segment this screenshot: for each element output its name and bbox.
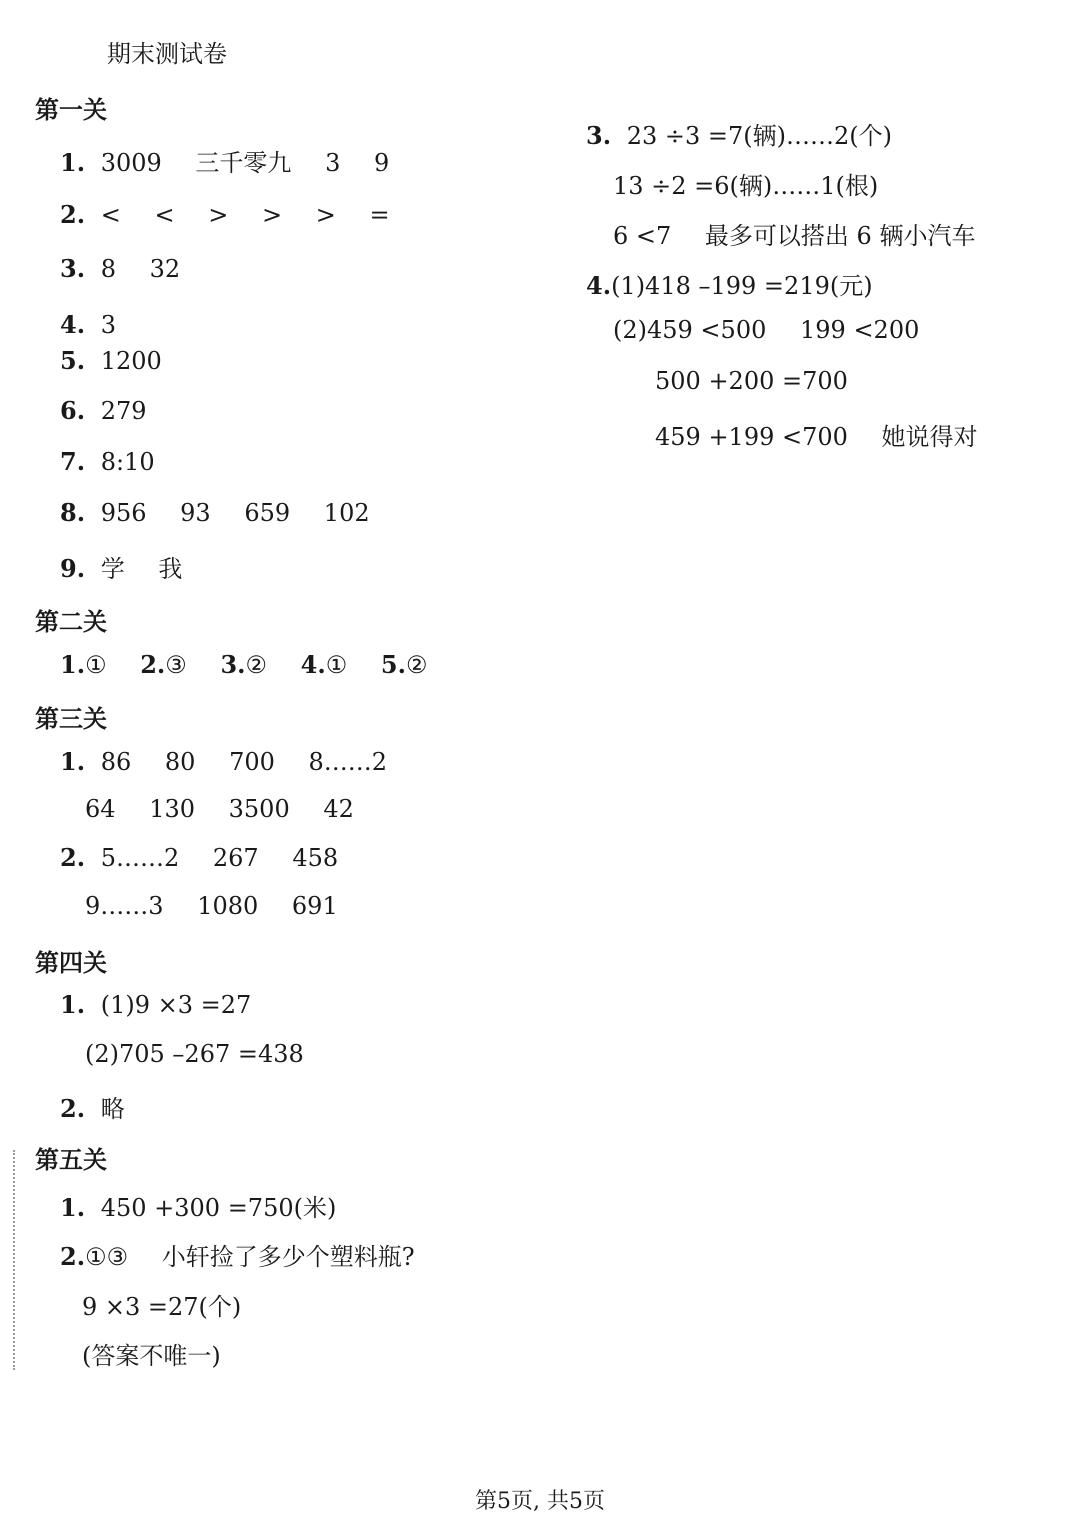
answer: 9……3 [85,892,164,920]
answer: 691 [291,892,338,920]
answer: = [369,201,390,229]
question-number: 1. [60,1193,86,1222]
section-heading-4: 第四关 [35,949,107,977]
r-q4-line4 [655,417,978,452]
answer: ② [245,651,268,679]
answer: 3009 [100,149,162,177]
answer: 659 [244,499,291,527]
r-q4-line3: 500 +200 =700 [655,367,848,395]
question-number: 2. [60,1242,86,1271]
s1-q6 [60,396,147,425]
section-heading-1: 第一关 [35,96,107,124]
answer: ③ [165,651,187,679]
answer: 86 [100,748,132,776]
answer: 我 [158,555,183,583]
r-q3-line2: 13 ÷2 =6(辆)……1(根) [613,172,879,200]
question-number: 2. [60,1094,86,1123]
answer: 8……2 [308,748,388,776]
answer: ① [325,651,348,679]
answer: 32 [149,255,181,283]
question-number: 2. [140,650,166,679]
s1-q3 [60,254,180,283]
answer: < [154,201,175,229]
answer: 102 [323,499,370,527]
answer: 279 [100,397,147,425]
answer: 130 [149,795,195,823]
answer: 1200 [100,347,162,375]
s3-q1-row2 [85,795,354,823]
answer: 199 <200 [800,316,920,344]
answer: 80 [164,748,196,776]
question-number: 1. [60,650,86,679]
answer: (1)9 ×3 =27 [100,991,252,1019]
answer: 700 [229,748,275,776]
r-q3-line1 [586,116,892,151]
s5-q2-line2: 9 ×3 =27(个) [82,1293,242,1321]
r-q3-line3 [613,216,975,251]
s1-q2 [60,200,390,229]
section-heading-2: 第二关 [35,608,107,636]
answer: 小轩捡了多少个塑料瓶? [161,1243,415,1271]
answer: 450 +300 =750(米) [100,1194,337,1222]
question-number: 4. [300,650,326,679]
s5-q1 [60,1188,336,1223]
answer: 267 [212,844,259,872]
answer: 她说得对 [881,423,978,451]
question-number: 3. [586,121,612,150]
question-number: 2. [60,200,86,229]
s1-q1 [60,143,389,178]
answer: 三千零九 [195,149,292,177]
question-number: 4. [60,310,86,339]
answer: 3 [100,311,116,339]
answer: ① [85,651,107,679]
answer: 1080 [197,892,259,920]
answer: 23 ÷3 =7(辆)……2(个) [626,122,892,150]
answer: > [315,201,336,229]
s5-q2-line3: (答案不唯一) [82,1342,221,1370]
answer: 459 +199 <700 [655,423,848,451]
s4-q1-line2: (2)705 –267 =438 [85,1040,304,1068]
question-number: 5. [380,650,406,679]
answer: 64 [85,795,116,823]
answer: 3500 [228,795,290,823]
answer: 458 [292,844,339,872]
answer: 最多可以搭出 6 辆小汽车 [704,222,976,250]
question-number: 2. [60,843,86,872]
question-number: 9. [60,554,86,583]
s1-q5 [60,346,162,375]
answer: (1)418 –199 =219(元) [611,272,873,300]
question-number: 6. [60,396,86,425]
s4-q2 [60,1089,125,1124]
s3-q1-row1 [60,747,387,776]
question-number: 1. [60,747,86,776]
binding-margin-dots [13,1150,15,1370]
answer: 学 [100,555,125,583]
section-heading-3: 第三关 [35,705,107,733]
r-q4-line2 [613,316,919,344]
answer: 8 [100,255,116,283]
answer: 9 [373,149,390,177]
question-number: 7. [60,447,86,476]
s3-q2-row2 [85,892,338,920]
answer: 42 [323,795,354,823]
document-title: 期末测试卷 [107,40,227,68]
s1-q9 [60,549,182,584]
answer: > [208,201,229,229]
page-footer: 第5页, 共5页 [475,1489,605,1514]
s2-answers [60,650,427,679]
answer: 略 [100,1095,125,1123]
answer: 956 [100,499,147,527]
question-number: 3. [60,254,86,283]
answer: 8:10 [100,448,155,476]
question-number: 1. [60,148,86,177]
question-number: 1. [60,990,86,1019]
answer: < [100,201,121,229]
answer: 93 [180,499,211,527]
answer: > [261,201,283,229]
question-number: 5. [60,346,86,375]
s4-q1-line1 [60,990,251,1019]
s1-q4 [60,310,116,339]
r-q4-line1 [586,266,873,301]
s3-q2-row1 [60,843,338,872]
s1-q7 [60,447,155,476]
answer: 6 <7 [613,222,672,250]
answer: (2)459 <500 [613,316,767,344]
answer: 5……2 [100,844,180,872]
answer: ①③ [85,1243,129,1271]
s5-q2-line1 [60,1237,415,1272]
question-number: 4. [586,271,612,300]
s1-q8 [60,498,370,527]
question-number: 8. [60,498,86,527]
section-heading-5: 第五关 [35,1146,107,1174]
question-number: 3. [220,650,246,679]
answer: 3 [325,149,341,177]
answer: ② [405,651,428,679]
